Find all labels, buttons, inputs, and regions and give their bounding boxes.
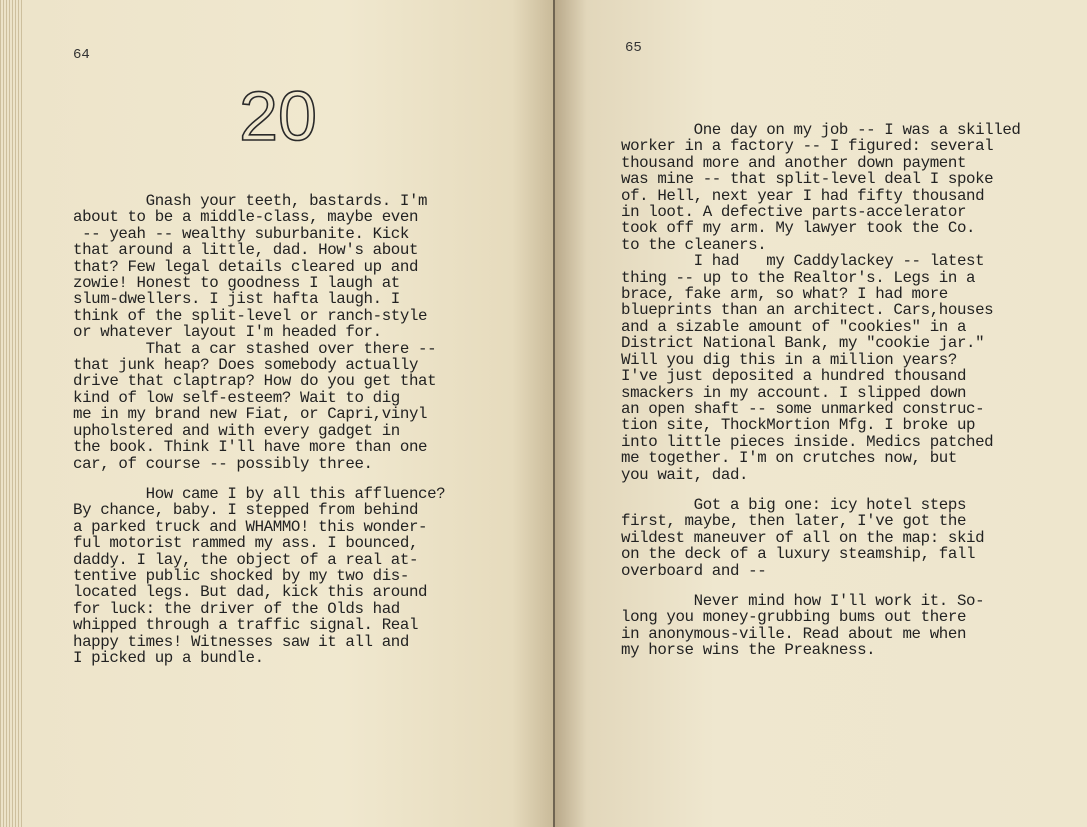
text-line: car, of course -- possibly three. <box>73 454 373 473</box>
text-line: overboard and -- <box>621 561 767 580</box>
text-line: One day on my job -- I was a skilled <box>621 121 1021 139</box>
text-line: smackers in my account. I slipped down <box>621 383 967 402</box>
text-line: upholstered and with every gadget in <box>73 421 400 440</box>
text-line: Gnash your teeth, bastards. I'm <box>73 192 428 210</box>
text-line: wildest maneuver of all on the map: skid <box>621 528 985 547</box>
text-line: happy times! Witnesses saw it all and <box>73 632 409 651</box>
text-line: on the deck of a luxury steamship, fall <box>621 545 976 564</box>
text-line: first, maybe, then later, I've got the <box>621 512 967 531</box>
text-line: was mine -- that split-level deal I spoke <box>621 170 994 189</box>
text-line: me in my brand new Fiat, or Capri,vinyl <box>73 405 428 424</box>
text-line: that? Few legal details cleared up and <box>73 257 419 276</box>
left-page <box>22 0 555 827</box>
text-line: By chance, baby. I stepped from behind <box>73 501 419 520</box>
text-line: slum-dwellers. I jist hafta laugh. I <box>73 290 400 309</box>
text-line: daddy. I lay, the object of a real at- <box>73 550 419 569</box>
text-line: I picked up a bundle. <box>73 648 264 667</box>
page-number: 65 <box>625 40 642 56</box>
paragraph <box>621 593 1021 659</box>
text-line: about to be a middle-class, maybe even <box>73 208 419 227</box>
text-line: that junk heap? Does somebody actually <box>73 356 419 375</box>
text-line: worker in a factory -- I figured: several <box>621 137 994 156</box>
text-line: a parked truck and WHAMMO! this wonder- <box>73 517 428 536</box>
text-line: to the cleaners. <box>621 235 767 254</box>
text-line: thousand more and another down payment <box>621 153 967 172</box>
text-line: That a car stashed over there -- <box>73 339 437 358</box>
text-line: you wait, dad. <box>621 465 749 484</box>
text-line: the book. Think I'll have more than one <box>73 438 428 457</box>
text-line: How came I by all this affluence? <box>73 484 446 503</box>
text-line: long you money-grubbing bums out there <box>621 608 967 627</box>
paragraph <box>73 486 445 666</box>
left-text-column <box>73 193 445 666</box>
text-line: me together. I'm on crutches now, but <box>621 449 957 468</box>
chapter-number-text: 20 <box>239 80 317 146</box>
text-line: brace, fake arm, so what? I had more <box>621 285 948 304</box>
page-edges <box>0 0 22 827</box>
text-line: Got a big one: icy hotel steps <box>621 495 967 514</box>
text-line: kind of low self-esteem? Wait to dig <box>73 388 400 407</box>
text-line: drive that claptrap? How do you get that <box>73 372 437 391</box>
text-line: and a sizable amount of "cookies" in a <box>621 317 967 336</box>
text-line: blueprints than an architect. Cars,houses <box>621 301 994 320</box>
paragraph <box>621 497 1021 579</box>
text-line: District National Bank, my "cookie jar." <box>621 334 985 353</box>
paragraph <box>621 122 1021 483</box>
chapter-number <box>208 80 348 146</box>
text-line: in loot. A defective parts-accelerator <box>621 203 967 222</box>
text-line: tion site, ThockMortion Mfg. I broke up <box>621 416 976 435</box>
right-page <box>555 0 1087 827</box>
paragraph <box>73 193 445 472</box>
text-line: whipped through a traffic signal. Real <box>73 616 419 635</box>
text-line: zowie! Honest to goodness I laugh at <box>73 274 400 293</box>
text-line: located legs. But dad, kick this around <box>73 583 428 602</box>
text-line: I've just deposited a hundred thousand <box>621 367 967 386</box>
text-line: that around a little, dad. How's about <box>73 241 419 260</box>
text-line: for luck: the driver of the Olds had <box>73 599 400 618</box>
page-number: 64 <box>73 47 90 63</box>
text-line: in anonymous-ville. Read about me when <box>621 624 967 643</box>
text-line: Never mind how I'll work it. So- <box>621 591 985 610</box>
text-line: took off my arm. My lawyer took the Co. <box>621 219 976 238</box>
text-line: thing -- up to the Realtor's. Legs in a <box>621 268 976 287</box>
text-line: Will you dig this in a million years? <box>621 350 957 369</box>
text-line: tentive public shocked by my two dis- <box>73 566 409 585</box>
text-line: I had my Caddylackey -- latest <box>621 252 985 271</box>
text-line: of. Hell, next year I had fifty thousand <box>621 186 985 205</box>
right-text-column <box>621 122 1021 659</box>
text-line: -- yeah -- wealthy suburbanite. Kick <box>73 224 409 243</box>
text-line: think of the split-level or ranch-style <box>73 306 428 325</box>
text-line: an open shaft -- some unmarked construc- <box>621 399 985 418</box>
text-line: or whatever layout I'm headed for. <box>73 323 382 342</box>
text-line: ful motorist rammed my ass. I bounced, <box>73 534 419 553</box>
text-line: into little pieces inside. Medics patched <box>621 432 994 451</box>
text-line: my horse wins the Preakness. <box>621 641 876 660</box>
